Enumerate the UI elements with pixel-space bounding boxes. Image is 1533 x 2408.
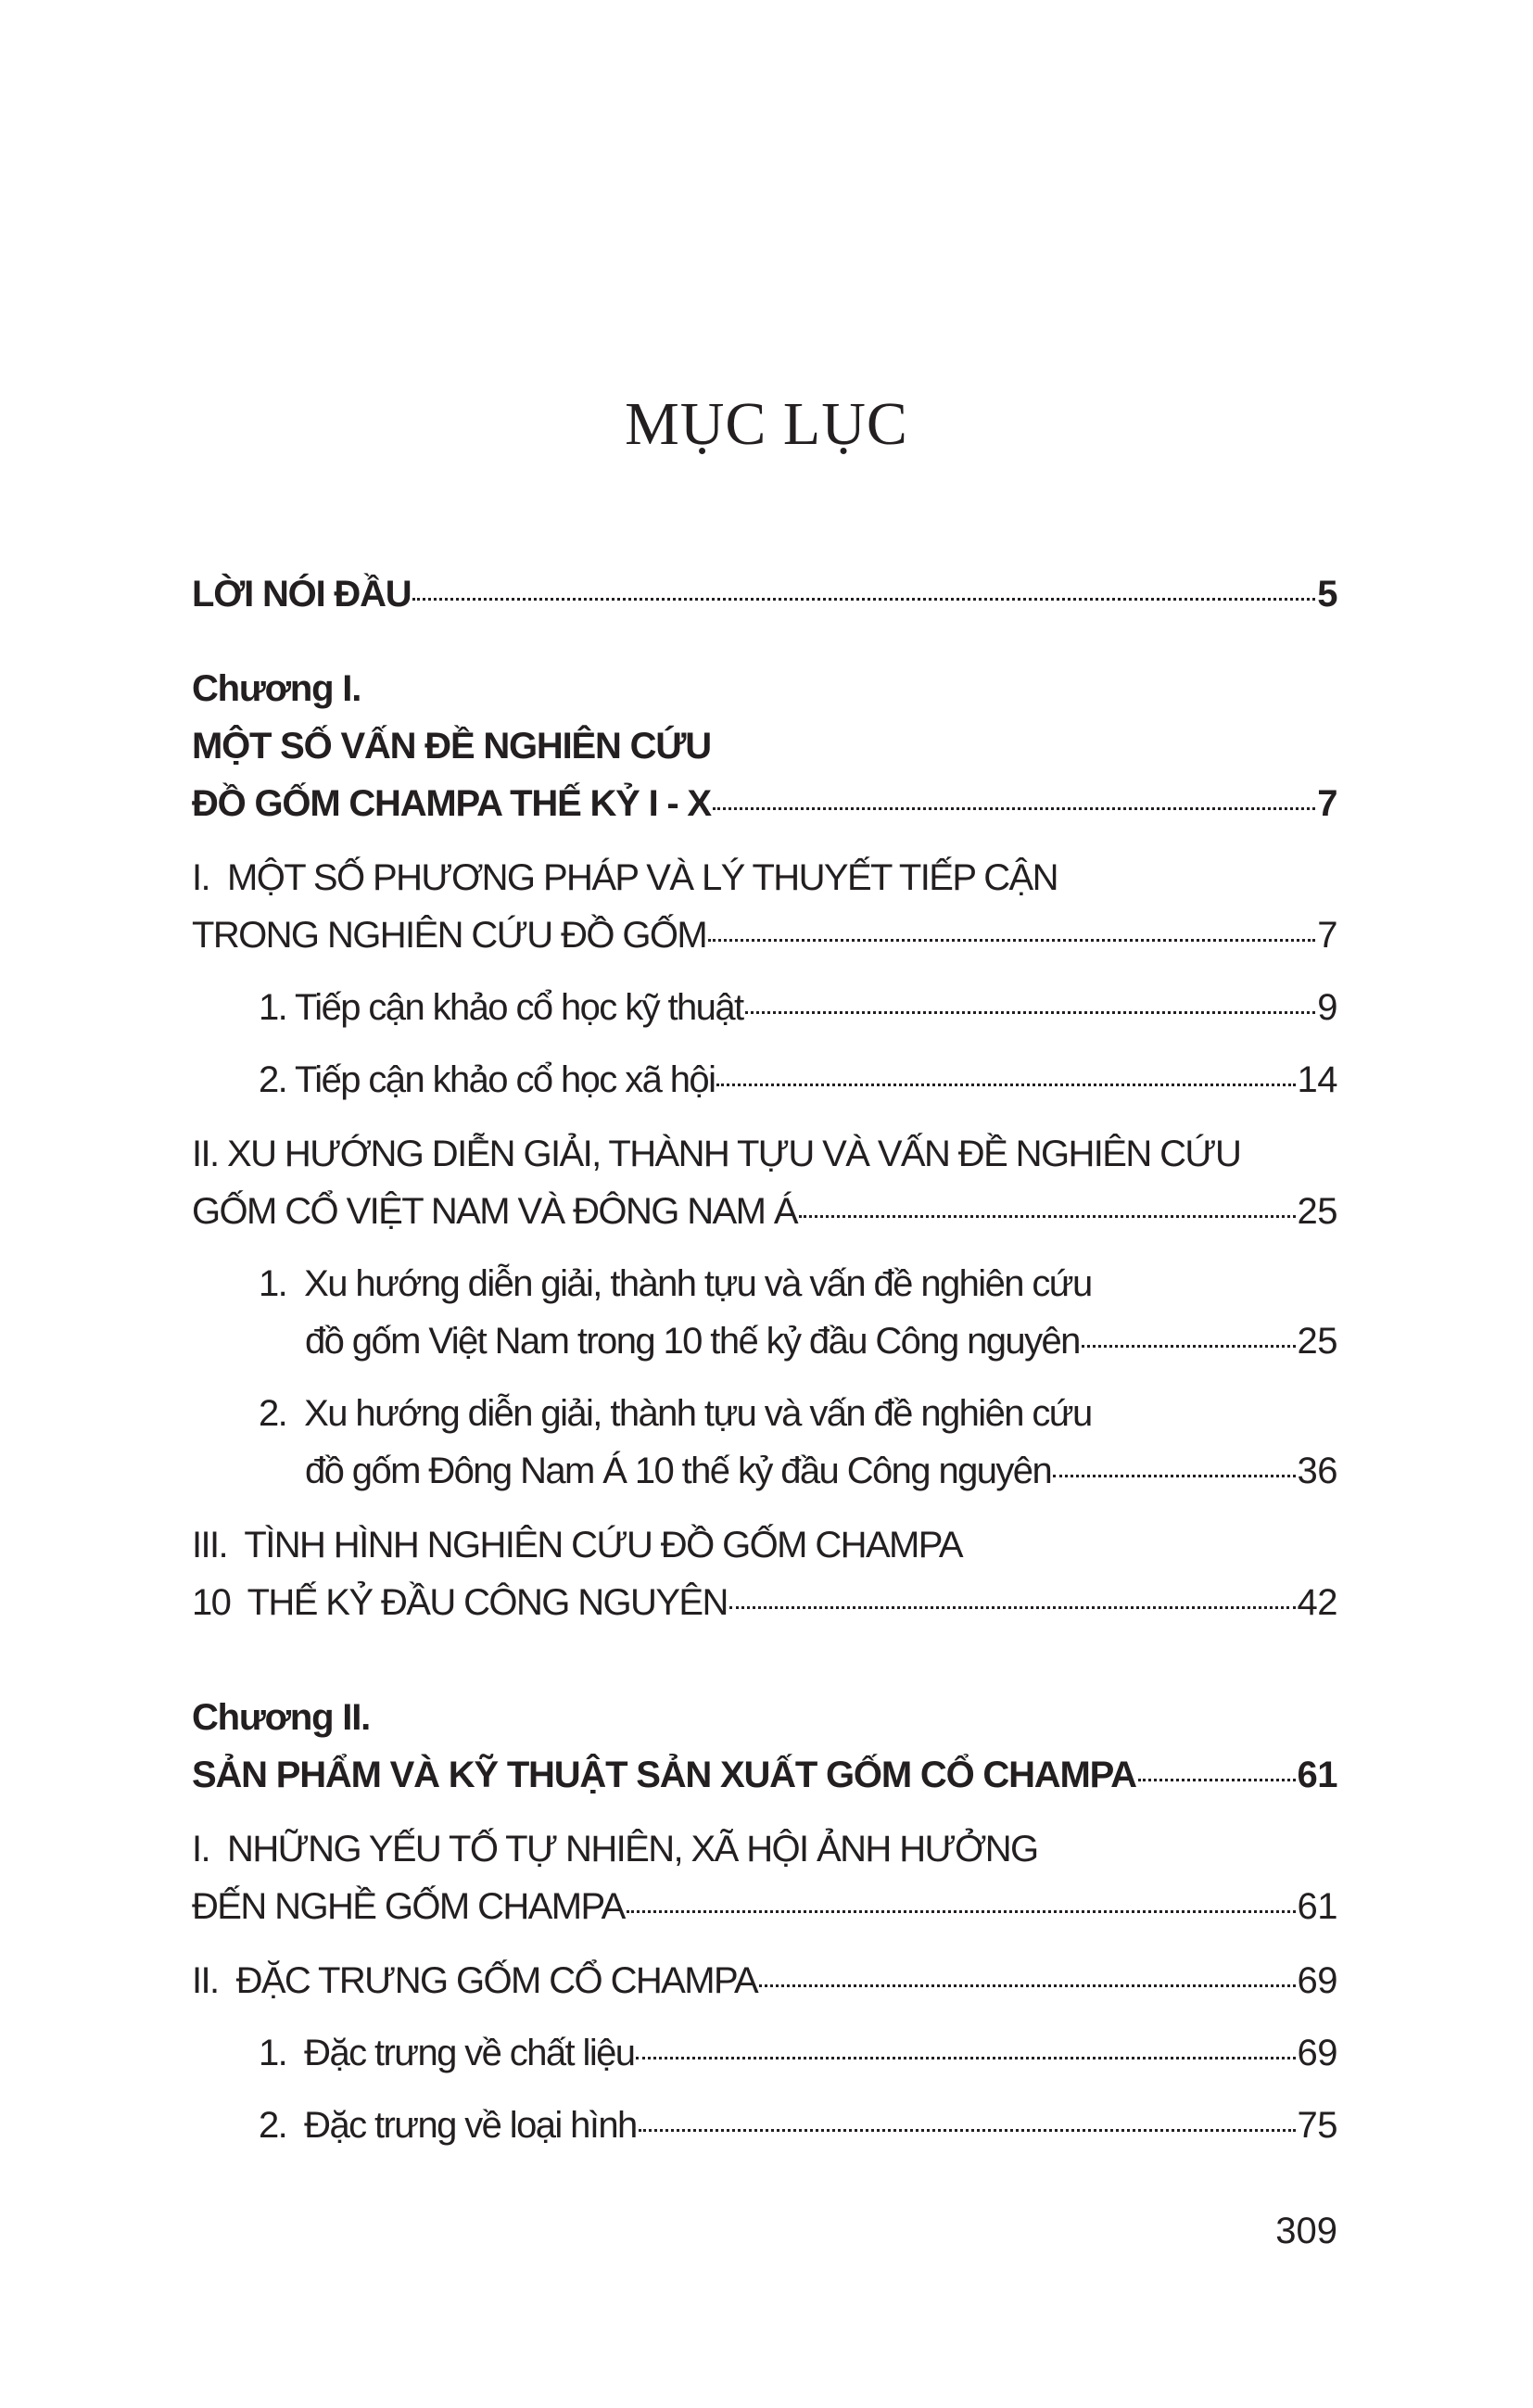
section-2-line1: II. XU HƯỚNG DIỄN GIẢI, THÀNH TỰU VÀ VẤN ĐỀ NGHIÊN CỨU (192, 1134, 1241, 1174)
toc-entry-chapter-2[interactable] (192, 1746, 1337, 1804)
dot-leader (713, 807, 1315, 810)
section-line (192, 1125, 1337, 1183)
chapter-title-line (192, 717, 1337, 775)
dot-leader (636, 2057, 1295, 2059)
item-text: 2. Đặc trưng về loại hình (259, 2105, 637, 2146)
section-line (192, 849, 1337, 906)
toc-page-number: 14 (1297, 1059, 1337, 1100)
toc-entry-section[interactable] (192, 906, 1337, 964)
toc-entry-item[interactable] (192, 2024, 1337, 2082)
item-text: 2. Tiếp cận khảo cổ học xã hội (259, 1059, 716, 1100)
chapter-2-label: Chương II. (192, 1697, 371, 1738)
toc-page-number: 7 (1317, 783, 1337, 824)
table-of-contents (192, 565, 1337, 2154)
section-2-line2: GỐM CỔ VIỆT NAM VÀ ĐÔNG NAM Á (192, 1191, 797, 1232)
item-text-line2: đồ gốm Việt Nam trong 10 thế kỷ đầu Công nguyên (305, 1321, 1080, 1362)
item-text-line2: đồ gốm Đông Nam Á 10 thế kỷ đầu Công nguyên (305, 1451, 1052, 1491)
toc-page-number: 25 (1297, 1321, 1337, 1362)
toc-entry-item[interactable] (192, 1051, 1337, 1109)
section-3-line1: III. TÌNH HÌNH NGHIÊN CỨU ĐỒ GỐM CHAMPA (192, 1525, 962, 1565)
toc-page-number: 5 (1317, 574, 1337, 615)
toc-page-number: 7 (1317, 915, 1337, 956)
toc-page-number: 25 (1297, 1191, 1337, 1232)
section-line (192, 1820, 1337, 1878)
toc-page-number: 61 (1297, 1886, 1337, 1927)
toc-entry-item[interactable] (192, 979, 1337, 1036)
toc-entry-section[interactable] (192, 1574, 1337, 1631)
toc-page-number: 75 (1297, 2105, 1337, 2146)
toc-page-number: 42 (1297, 1582, 1337, 1623)
item-text: 1. Đặc trưng về chất liệu (259, 2033, 635, 2073)
chapter-1-title-line1: MỘT SỐ VẤN ĐỀ NGHIÊN CỨU (192, 726, 711, 767)
page-title: MỤC LỤC (625, 390, 908, 458)
chapter-1-label: Chương I. (192, 668, 361, 709)
dot-leader (759, 1984, 1295, 1987)
toc-page-number: 61 (1297, 1755, 1337, 1795)
dot-leader (716, 1084, 1295, 1086)
dot-leader (729, 1606, 1296, 1609)
toc-entry-item[interactable] (192, 1312, 1337, 1370)
dot-leader (412, 598, 1315, 601)
toc-entry-section[interactable] (192, 1952, 1337, 2009)
item-line (192, 1255, 1337, 1312)
toc-page-number: 9 (1317, 987, 1337, 1028)
section-1-line1: I. NHỮNG YẾU TỐ TỰ NHIÊN, XÃ HỘI ẢNH HƯỞNG (192, 1829, 1038, 1869)
chapter-1-title-line2: ĐỒ GỐM CHAMPA THẾ KỶ I - X (192, 783, 711, 824)
section-2-text: II. ĐẶC TRƯNG GỐM CỔ CHAMPA (192, 1960, 758, 2001)
toc-page-number: 69 (1297, 2033, 1337, 2073)
toc-page-number: 36 (1297, 1451, 1337, 1491)
dot-leader (1053, 1475, 1295, 1477)
page-number: 309 (1275, 2211, 1337, 2251)
toc-entry-section[interactable] (192, 1878, 1337, 1935)
chapter-label (192, 1689, 1337, 1746)
toc-entry-item[interactable] (192, 2097, 1337, 2154)
dot-leader (1138, 1779, 1296, 1781)
item-text-line1: 1. Xu hướng diễn giải, thành tựu và vấn đề nghiên cứu (259, 1263, 1092, 1304)
toc-entry-section[interactable] (192, 1183, 1337, 1240)
section-1-line2: ĐẾN NGHỀ GỐM CHAMPA (192, 1886, 625, 1927)
toc-entry-chapter-1[interactable] (192, 775, 1337, 832)
item-text-line1: 2. Xu hướng diễn giải, thành tựu và vấn đề nghiên cứu (259, 1393, 1092, 1434)
dot-leader (1082, 1345, 1296, 1348)
section-line (192, 1516, 1337, 1574)
chapter-label (192, 660, 1337, 717)
item-text: 1. Tiếp cận khảo cổ học kỹ thuật (259, 987, 743, 1028)
item-line (192, 1385, 1337, 1442)
toc-page-number: 69 (1297, 1960, 1337, 2001)
chapter-2-title: SẢN PHẨM VÀ KỸ THUẬT SẢN XUẤT GỐM CỔ CHAMPA (192, 1755, 1136, 1795)
section-1-line2: TRONG NGHIÊN CỨU ĐỒ GỐM (192, 915, 707, 956)
dot-leader (627, 1910, 1296, 1913)
dot-leader (708, 939, 1315, 942)
dot-leader (799, 1215, 1296, 1218)
toc-entry-preface[interactable] (192, 565, 1337, 623)
section-1-line1: I. MỘT SỐ PHƯƠNG PHÁP VÀ LÝ THUYẾT TIẾP CẬN (192, 857, 1058, 898)
dot-leader (745, 1011, 1316, 1014)
toc-entry-text: LỜI NÓI ĐẦU (192, 574, 412, 615)
toc-entry-item[interactable] (192, 1442, 1337, 1500)
section-3-line2: 10 THẾ KỶ ĐẦU CÔNG NGUYÊN (192, 1582, 728, 1623)
dot-leader (639, 2129, 1296, 2132)
